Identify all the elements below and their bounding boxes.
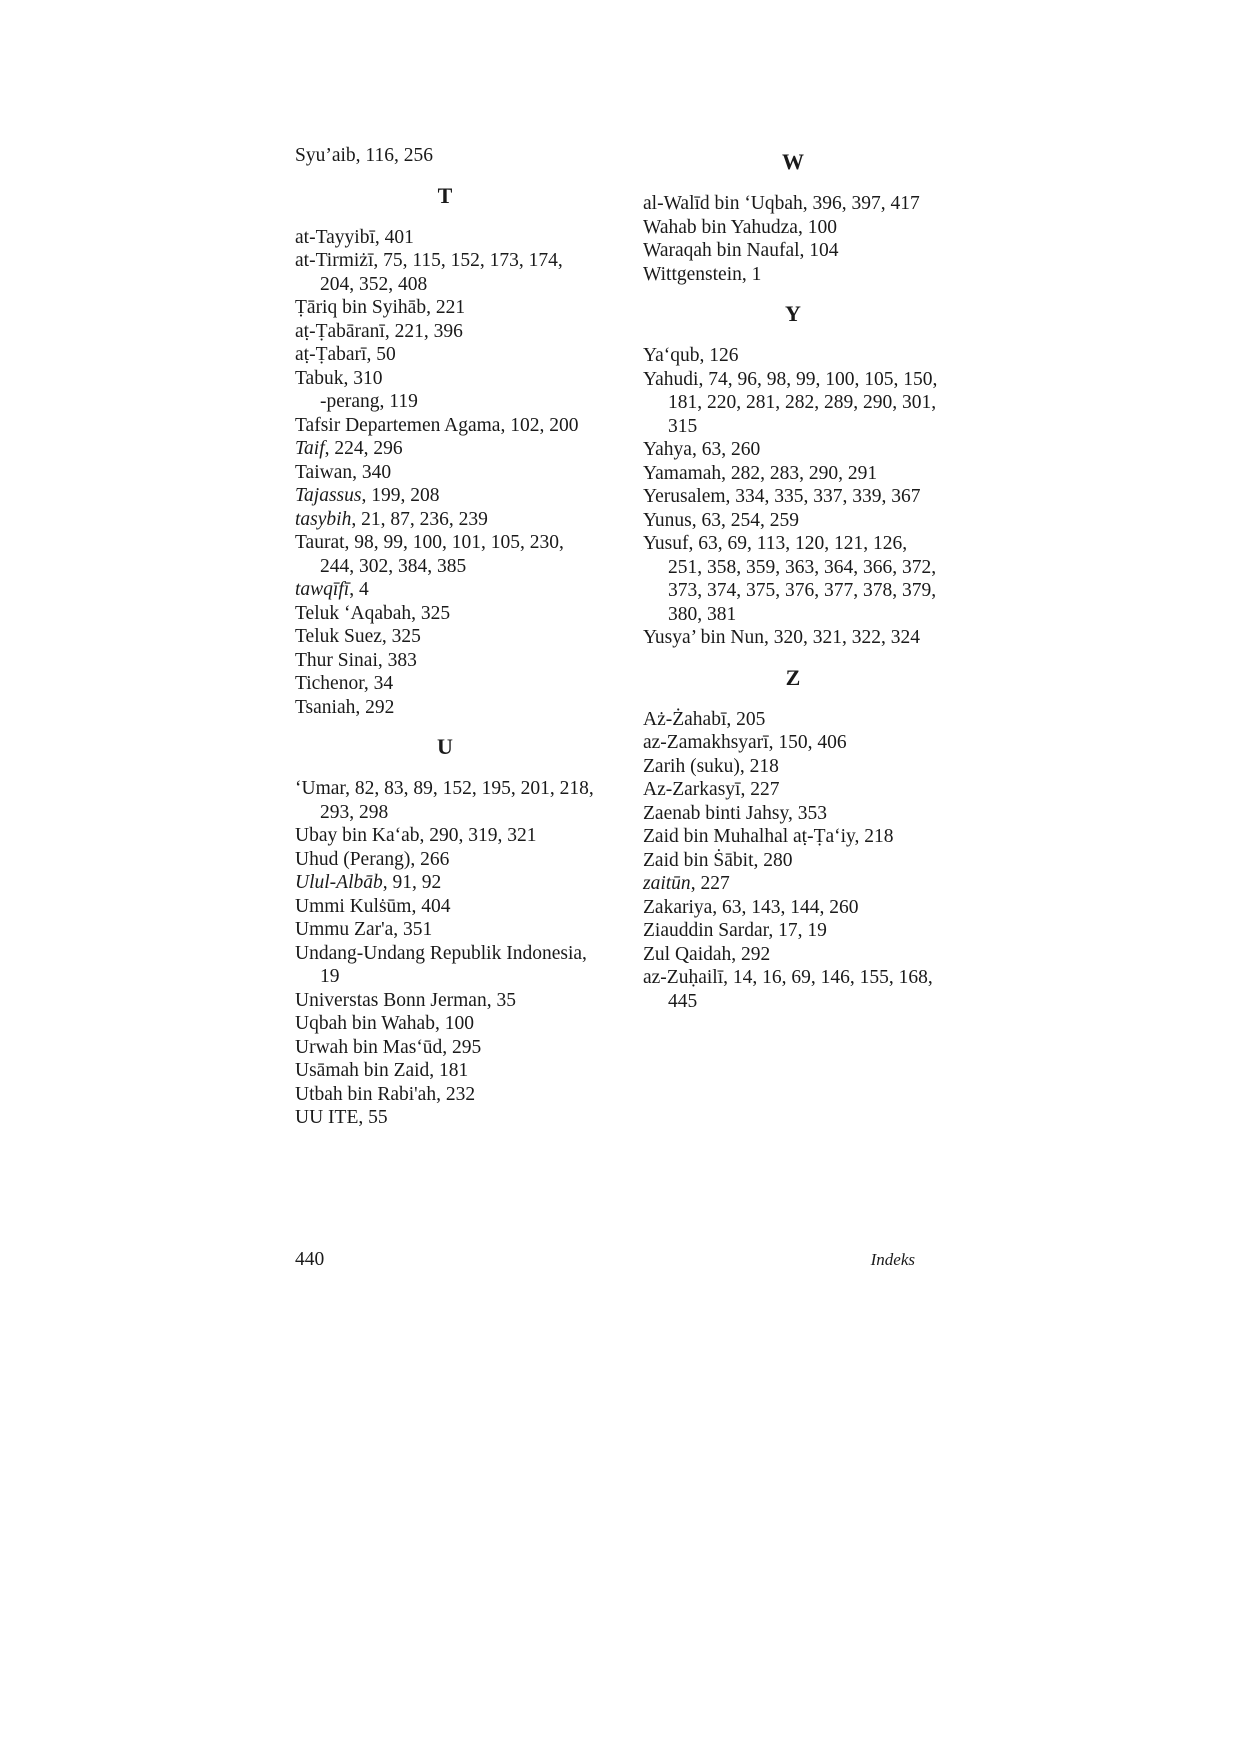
index-entry: Uqbah bin Wahab, 100 [295, 1013, 474, 1034]
index-entry: Tabuk, 310 [295, 367, 383, 389]
index-column-left [295, 144, 595, 1130]
index-entry: Yusya’ bin Nun, 320, 321, 322, 324 [643, 627, 920, 648]
index-entry: zaitūn, 227 [643, 873, 730, 894]
index-entry: Yahya, 63, 260 [643, 439, 761, 460]
index-entry: Yahudi, 74, 96, 98, 99, 100, 105, 150, 181, 220, 281, 282, 289, 290, 301, 315 [643, 368, 938, 437]
index-entry: Utbah bin Rabi'ah, 232 [295, 1083, 476, 1105]
index-entry: Az-Zarkasyī, 227 [643, 779, 780, 800]
index-entry: Tsaniah, 292 [295, 696, 395, 718]
index-entry: tawqīfī, 4 [295, 579, 369, 600]
index-entry: Syu’aib, 116, 256 [295, 145, 433, 166]
index-entry: Zaid bin Ṡābit, 280 [643, 849, 793, 871]
index-entry: Yerusalem, 334, 335, 337, 339, 367 [643, 486, 921, 507]
index-entry: at-Tayyibī, 401 [295, 226, 414, 248]
index-entry: Ummi Kulṡūm, 404 [295, 895, 451, 917]
index-entry: Undang-Undang Republik Indonesia, 19 [295, 942, 587, 987]
index-entry: Universtas Bonn Jerman, 35 [295, 989, 516, 1011]
section-letter: Z [785, 664, 801, 690]
index-entry: Thur Sinai, 383 [295, 649, 417, 671]
index-entry: Zaid bin Muhalhal aṭ-Ṭa‘iy, 218 [643, 826, 894, 847]
section-letter: U [437, 734, 453, 759]
index-entry: al-Walīd bin ‘Uqbah, 396, 397, 417 [643, 193, 920, 214]
index-entry: az-Zamakhsyarī, 150, 406 [643, 732, 847, 753]
index-entry: Tajassus, 199, 208 [295, 485, 440, 506]
index-entry: Zakariya, 63, 143, 144, 260 [643, 896, 859, 918]
index-entry: tasybih, 21, 87, 236, 239 [295, 508, 488, 530]
index-entry: Zarih (suku), 218 [643, 755, 779, 777]
index-entry: Yunus, 63, 254, 259 [643, 509, 800, 531]
index-entry: Usāmah bin Zaid, 181 [295, 1060, 469, 1081]
index-entry: Ziauddin Sardar, 17, 19 [643, 920, 827, 941]
index-entry: Ubay bin Ka‘ab, 290, 319, 321 [295, 825, 537, 846]
index-entry: Waraqah bin Naufal, 104 [643, 240, 839, 261]
section-letter: Y [785, 301, 801, 326]
index-entry: az-Zuḥailī, 14, 16, 69, 146, 155, 168, 445 [643, 967, 933, 1012]
index-subentry: -perang, 119 [320, 391, 418, 412]
page-number: 440 [295, 1249, 325, 1270]
index-column-right [643, 144, 943, 1013]
index-entry: Ya‘qub, 126 [643, 345, 739, 366]
index-entry: Aż-Żahabī, 205 [643, 708, 766, 730]
index-entry: Yusuf, 63, 69, 113, 120, 121, 126, 251, 358, 359, 363, 364, 366, 372, 373, 374, 375, 376, 377, 378, 379, 380, 381 [643, 533, 937, 625]
index-entry: Wahab bin Yahudza, 100 [643, 216, 837, 238]
index-entry: aṭ-Ṭabāranī, 221, 396 [295, 320, 463, 342]
index-entry: Ṭāriq bin Syihāb, 221 [295, 297, 466, 318]
index-entry: UU ITE, 55 [295, 1107, 388, 1128]
index-entry: Taif, 224, 296 [295, 438, 403, 459]
index-entry: Ulul-Albāb, 91, 92 [295, 872, 442, 893]
index-entry: Taiwan, 340 [295, 461, 392, 483]
index-entry: Teluk Suez, 325 [295, 626, 421, 647]
running-title: Indeks [870, 1250, 915, 1269]
index-entry: Uhud (Perang), 266 [295, 848, 450, 870]
index-entry: aṭ-Ṭabarī, 50 [295, 344, 396, 365]
section-letter: W [782, 149, 804, 174]
index-entry: Tichenor, 34 [295, 673, 394, 694]
section-letter: T [437, 182, 453, 208]
index-entry: Zul Qaidah, 292 [643, 943, 771, 965]
index-entry: Wittgenstein, 1 [643, 263, 762, 285]
index-entry: Teluk ‘Aqabah, 325 [295, 602, 451, 624]
index-entry: Taurat, 98, 99, 100, 101, 105, 230, 244, 302, 384, 385 [295, 532, 564, 577]
index-entry: at-Tirmiżī, 75, 115, 152, 173, 174, 204, 352, 408 [295, 250, 563, 295]
index-entry: Tafsir Departemen Agama, 102, 200 [295, 414, 579, 436]
index-entry: ‘Umar, 82, 83, 89, 152, 195, 201, 218, 293, 298 [295, 778, 594, 823]
index-entry: Ummu Zar'a, 351 [295, 919, 433, 940]
index-entry: Zaenab binti Jahsy, 353 [643, 802, 827, 824]
index-entry: Yamamah, 282, 283, 290, 291 [643, 462, 878, 484]
index-entry: Urwah bin Mas‘ūd, 295 [295, 1036, 482, 1058]
